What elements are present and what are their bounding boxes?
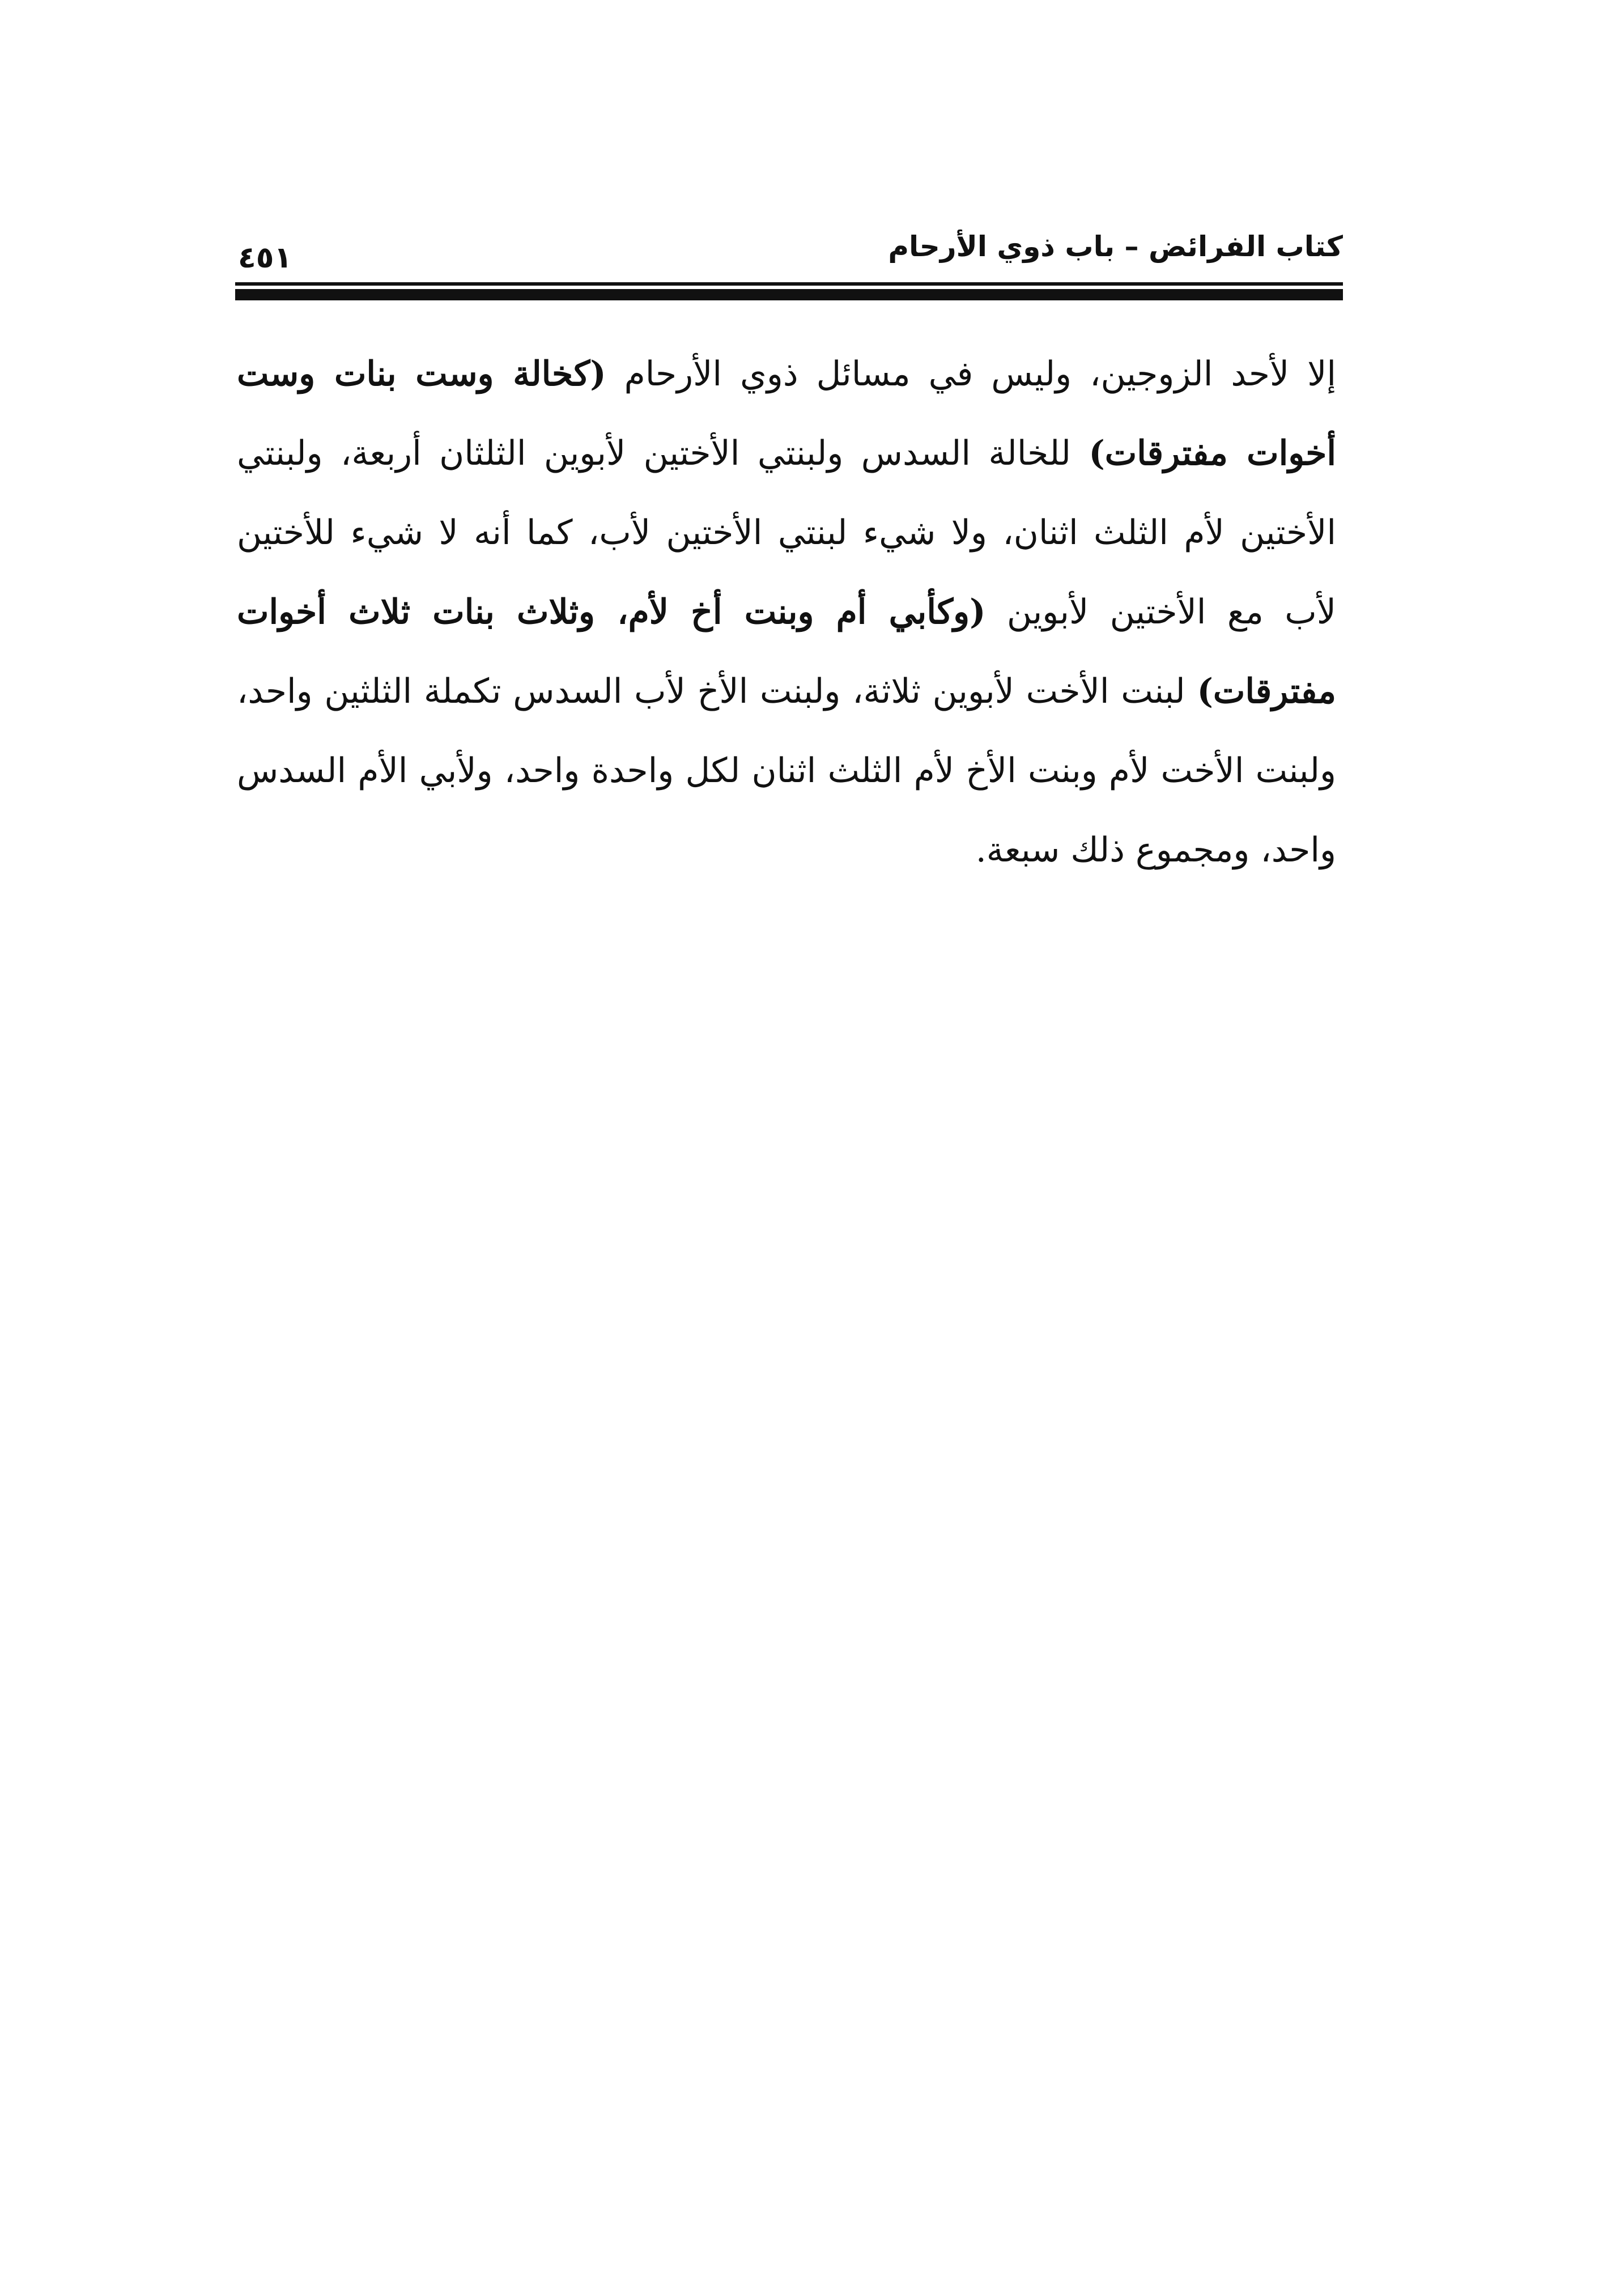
text-segment: إلا لأحد الزوجين، وليس في مسائل ذوي الأرحام <box>606 354 1336 394</box>
body-paragraph <box>237 334 1336 890</box>
header-rule-thick <box>235 289 1343 300</box>
text-segment: لبنت الأخت لأبوين ثلاثة، ولبنت الأخ لأب السدس تكملة الثلثين واحد، ولبنت الأخت لأم وبنت الأخ لأم الثلث اثنان لكل واحدة واحد، ولأبي الأم السدس واحد، ومجموع ذلك سبعة. <box>237 672 1336 870</box>
bold-text-segment: (كخالة وست بنات وست أخوات مفترقات) <box>237 354 1337 473</box>
page-number: ٤٥١ <box>238 241 292 275</box>
text-segment: للخالة السدس ولبنتي الأختين لأبوين الثلثان أربعة، ولبنتي الأختين لأم الثلث اثنان، ولا شيء لبنتي الأختين لأب، كما أنه لا شيء للأختين لأب مع الأختين لأبوين <box>237 434 1336 632</box>
header-rule-thin <box>235 282 1343 286</box>
bold-text-segment: (وكأبي أم وبنت أخ لأم، وثلاث بنات ثلاث أخوات مفترقات) <box>237 592 1336 711</box>
running-title: كتاب الفرائض – باب ذوي الأرحام <box>888 230 1343 263</box>
